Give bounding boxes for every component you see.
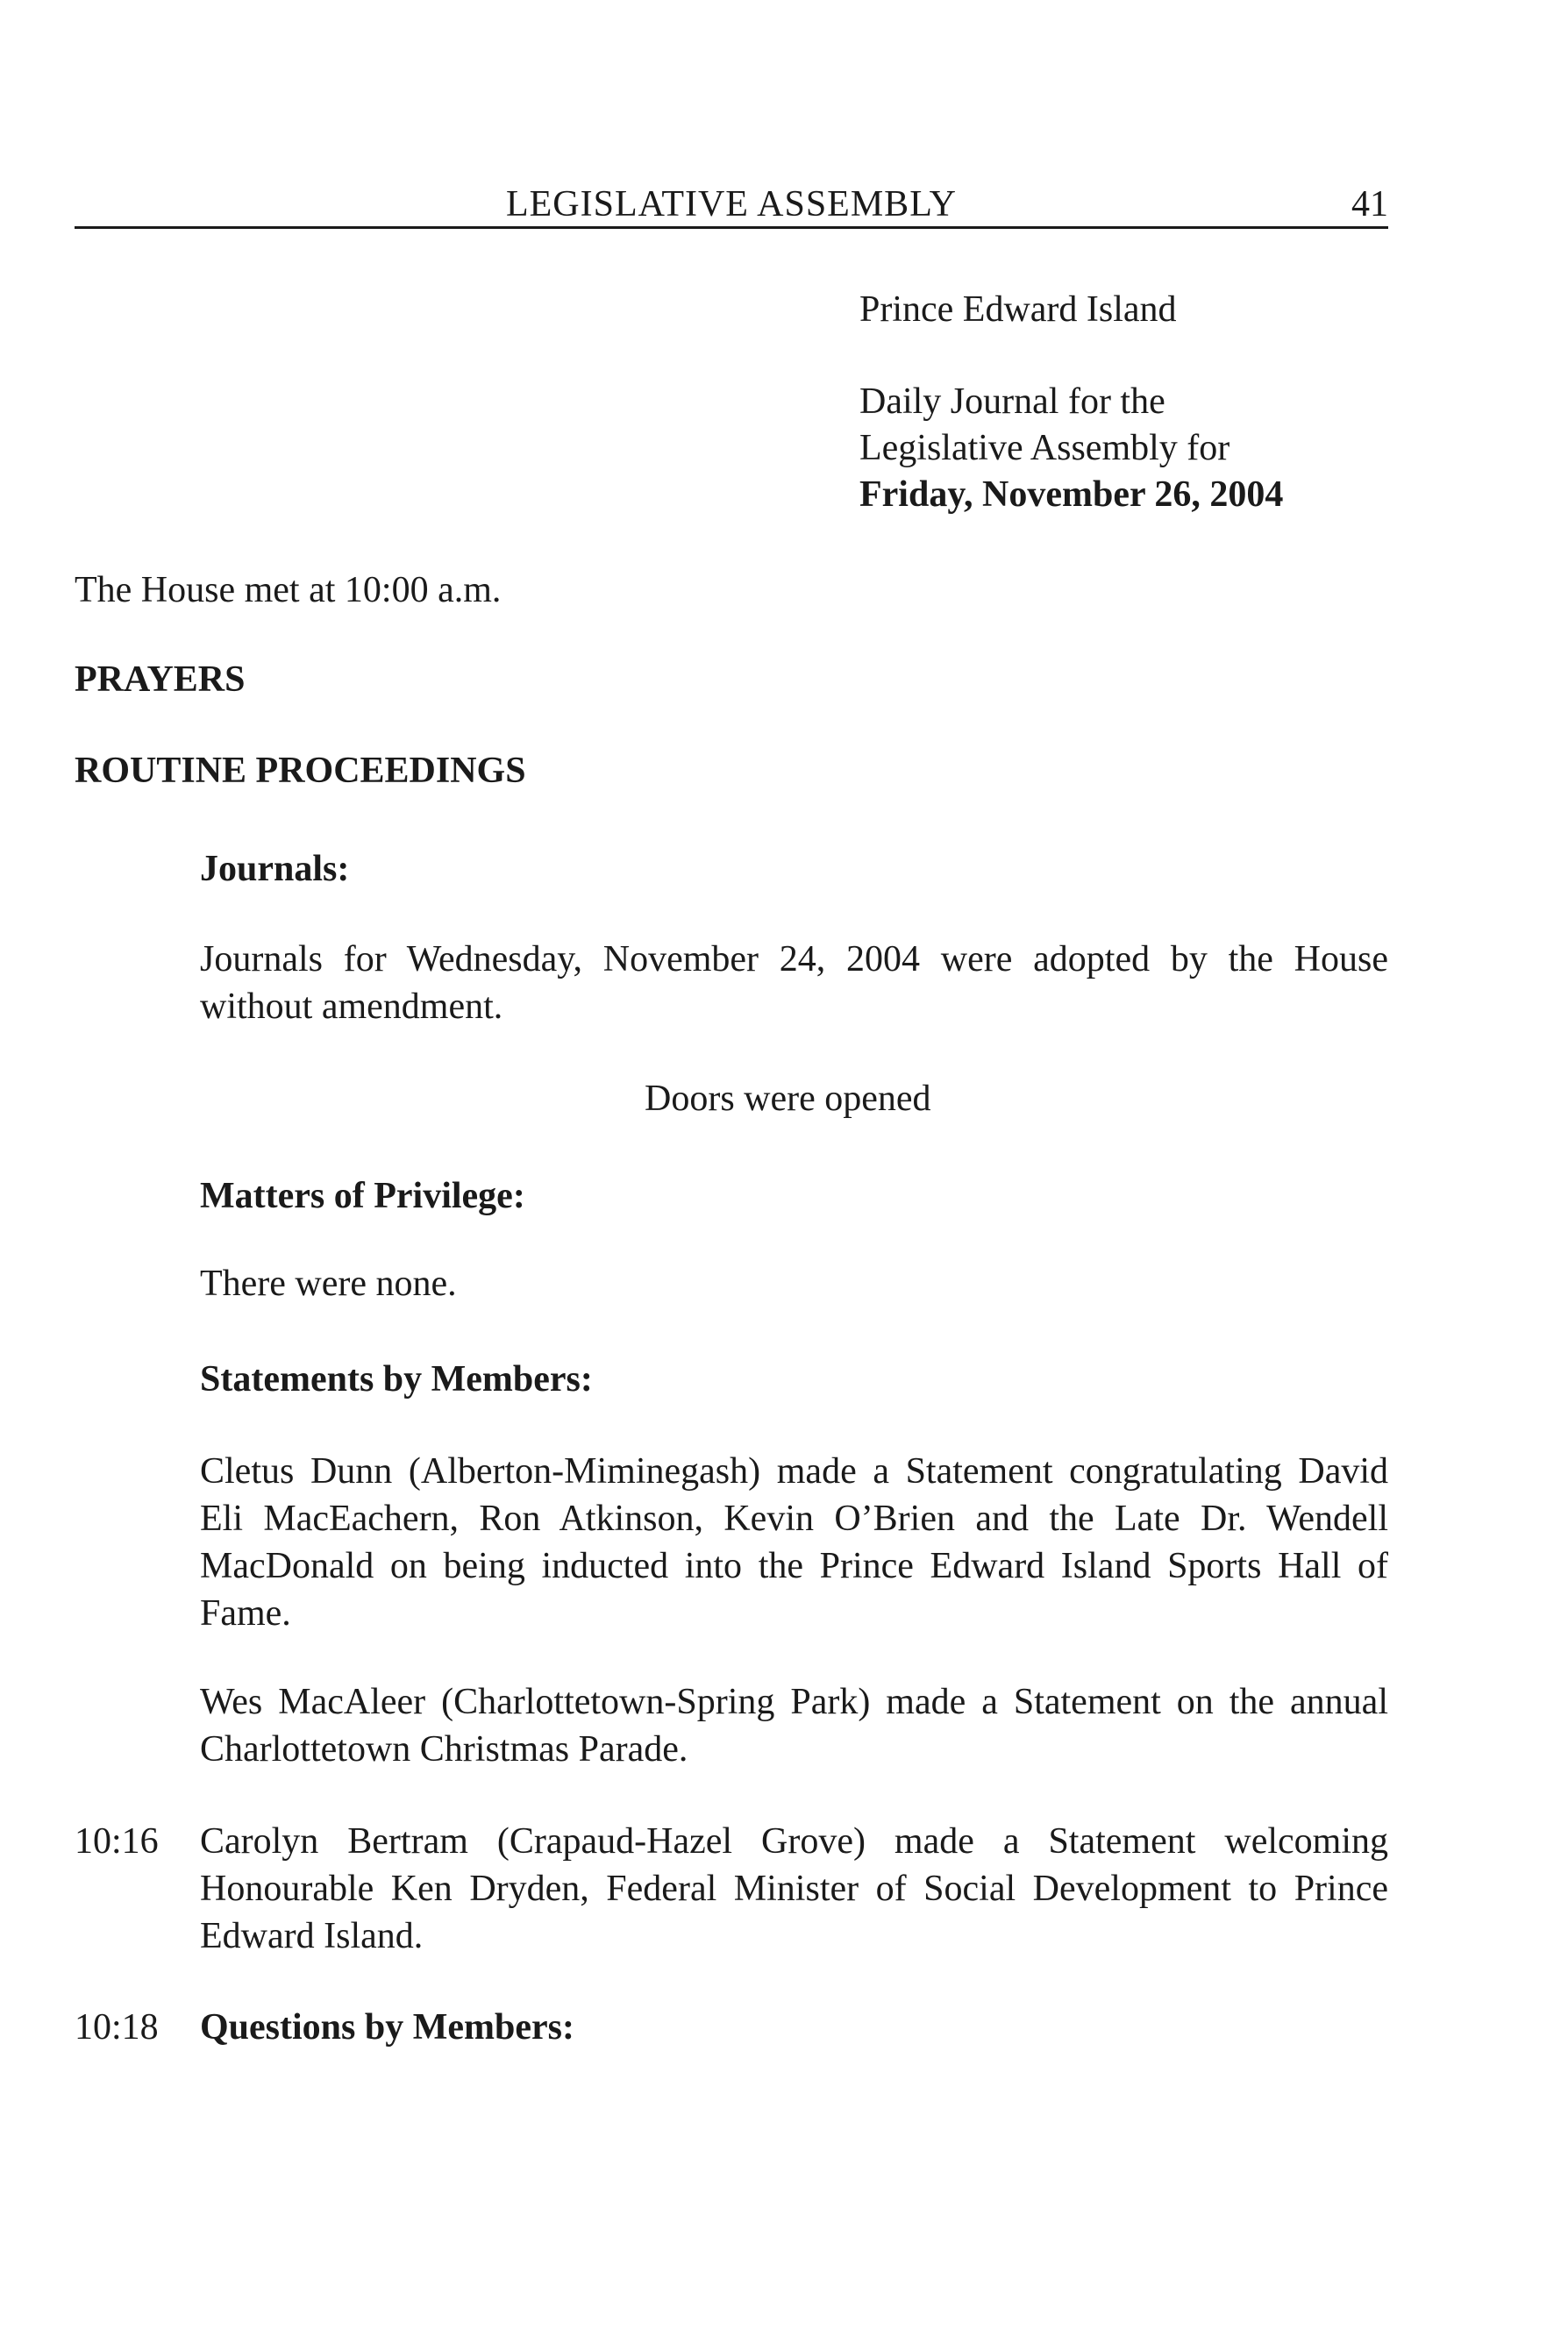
statement-item: Carolyn Bertram (Crapaud-Hazel Grove) made a Statement welcoming Honourable Ken Dryden, Federal Minister of Social Development to Prince Edward Island. <box>200 1821 1388 1956</box>
statement-time: 10:16 <box>75 1821 159 1862</box>
journal-date: Friday, November 26, 2004 <box>859 474 1284 515</box>
opening-line: The House met at 10:00 a.m. <box>75 570 502 610</box>
journal-title-line-1: Daily Journal for the <box>859 381 1165 422</box>
questions-time: 10:18 <box>75 2007 159 2048</box>
page-number: 41 <box>1351 184 1388 224</box>
journal-title-line-2: Legislative Assembly for <box>859 428 1230 468</box>
statement-item: Wes MacAleer (Charlottetown-Spring Park) made a Statement on the annual Charlottetown Christmas Parade. <box>200 1682 1388 1770</box>
questions-heading: Questions by Members: <box>200 2007 574 2048</box>
statements-heading: Statements by Members: <box>200 1359 593 1399</box>
privilege-text: There were none. <box>200 1264 457 1304</box>
journals-text: Journals for Wednesday, November 24, 2004 were adopted by the House without amendment. <box>200 939 1388 1027</box>
statement-item: Cletus Dunn (Alberton-Miminegash) made a Statement congratulating David Eli MacEachern, Ron Atkinson, Kevin O’Brien and the Late Dr. Wendell MacDonald on being inducted into the Prince Edward Island Sports Hall of Fame. <box>200 1451 1388 1634</box>
doors-note: Doors were opened <box>645 1079 931 1119</box>
running-head <box>75 181 1388 228</box>
prayers-heading: PRAYERS <box>75 659 246 700</box>
journals-heading: Journals: <box>200 849 350 889</box>
privilege-heading: Matters of Privilege: <box>200 1176 525 1216</box>
header-rule <box>75 226 1388 229</box>
routine-proceedings-heading: ROUTINE PROCEEDINGS <box>75 751 526 791</box>
running-head-title: LEGISLATIVE ASSEMBLY <box>506 184 957 224</box>
province-name: Prince Edward Island <box>859 289 1177 330</box>
